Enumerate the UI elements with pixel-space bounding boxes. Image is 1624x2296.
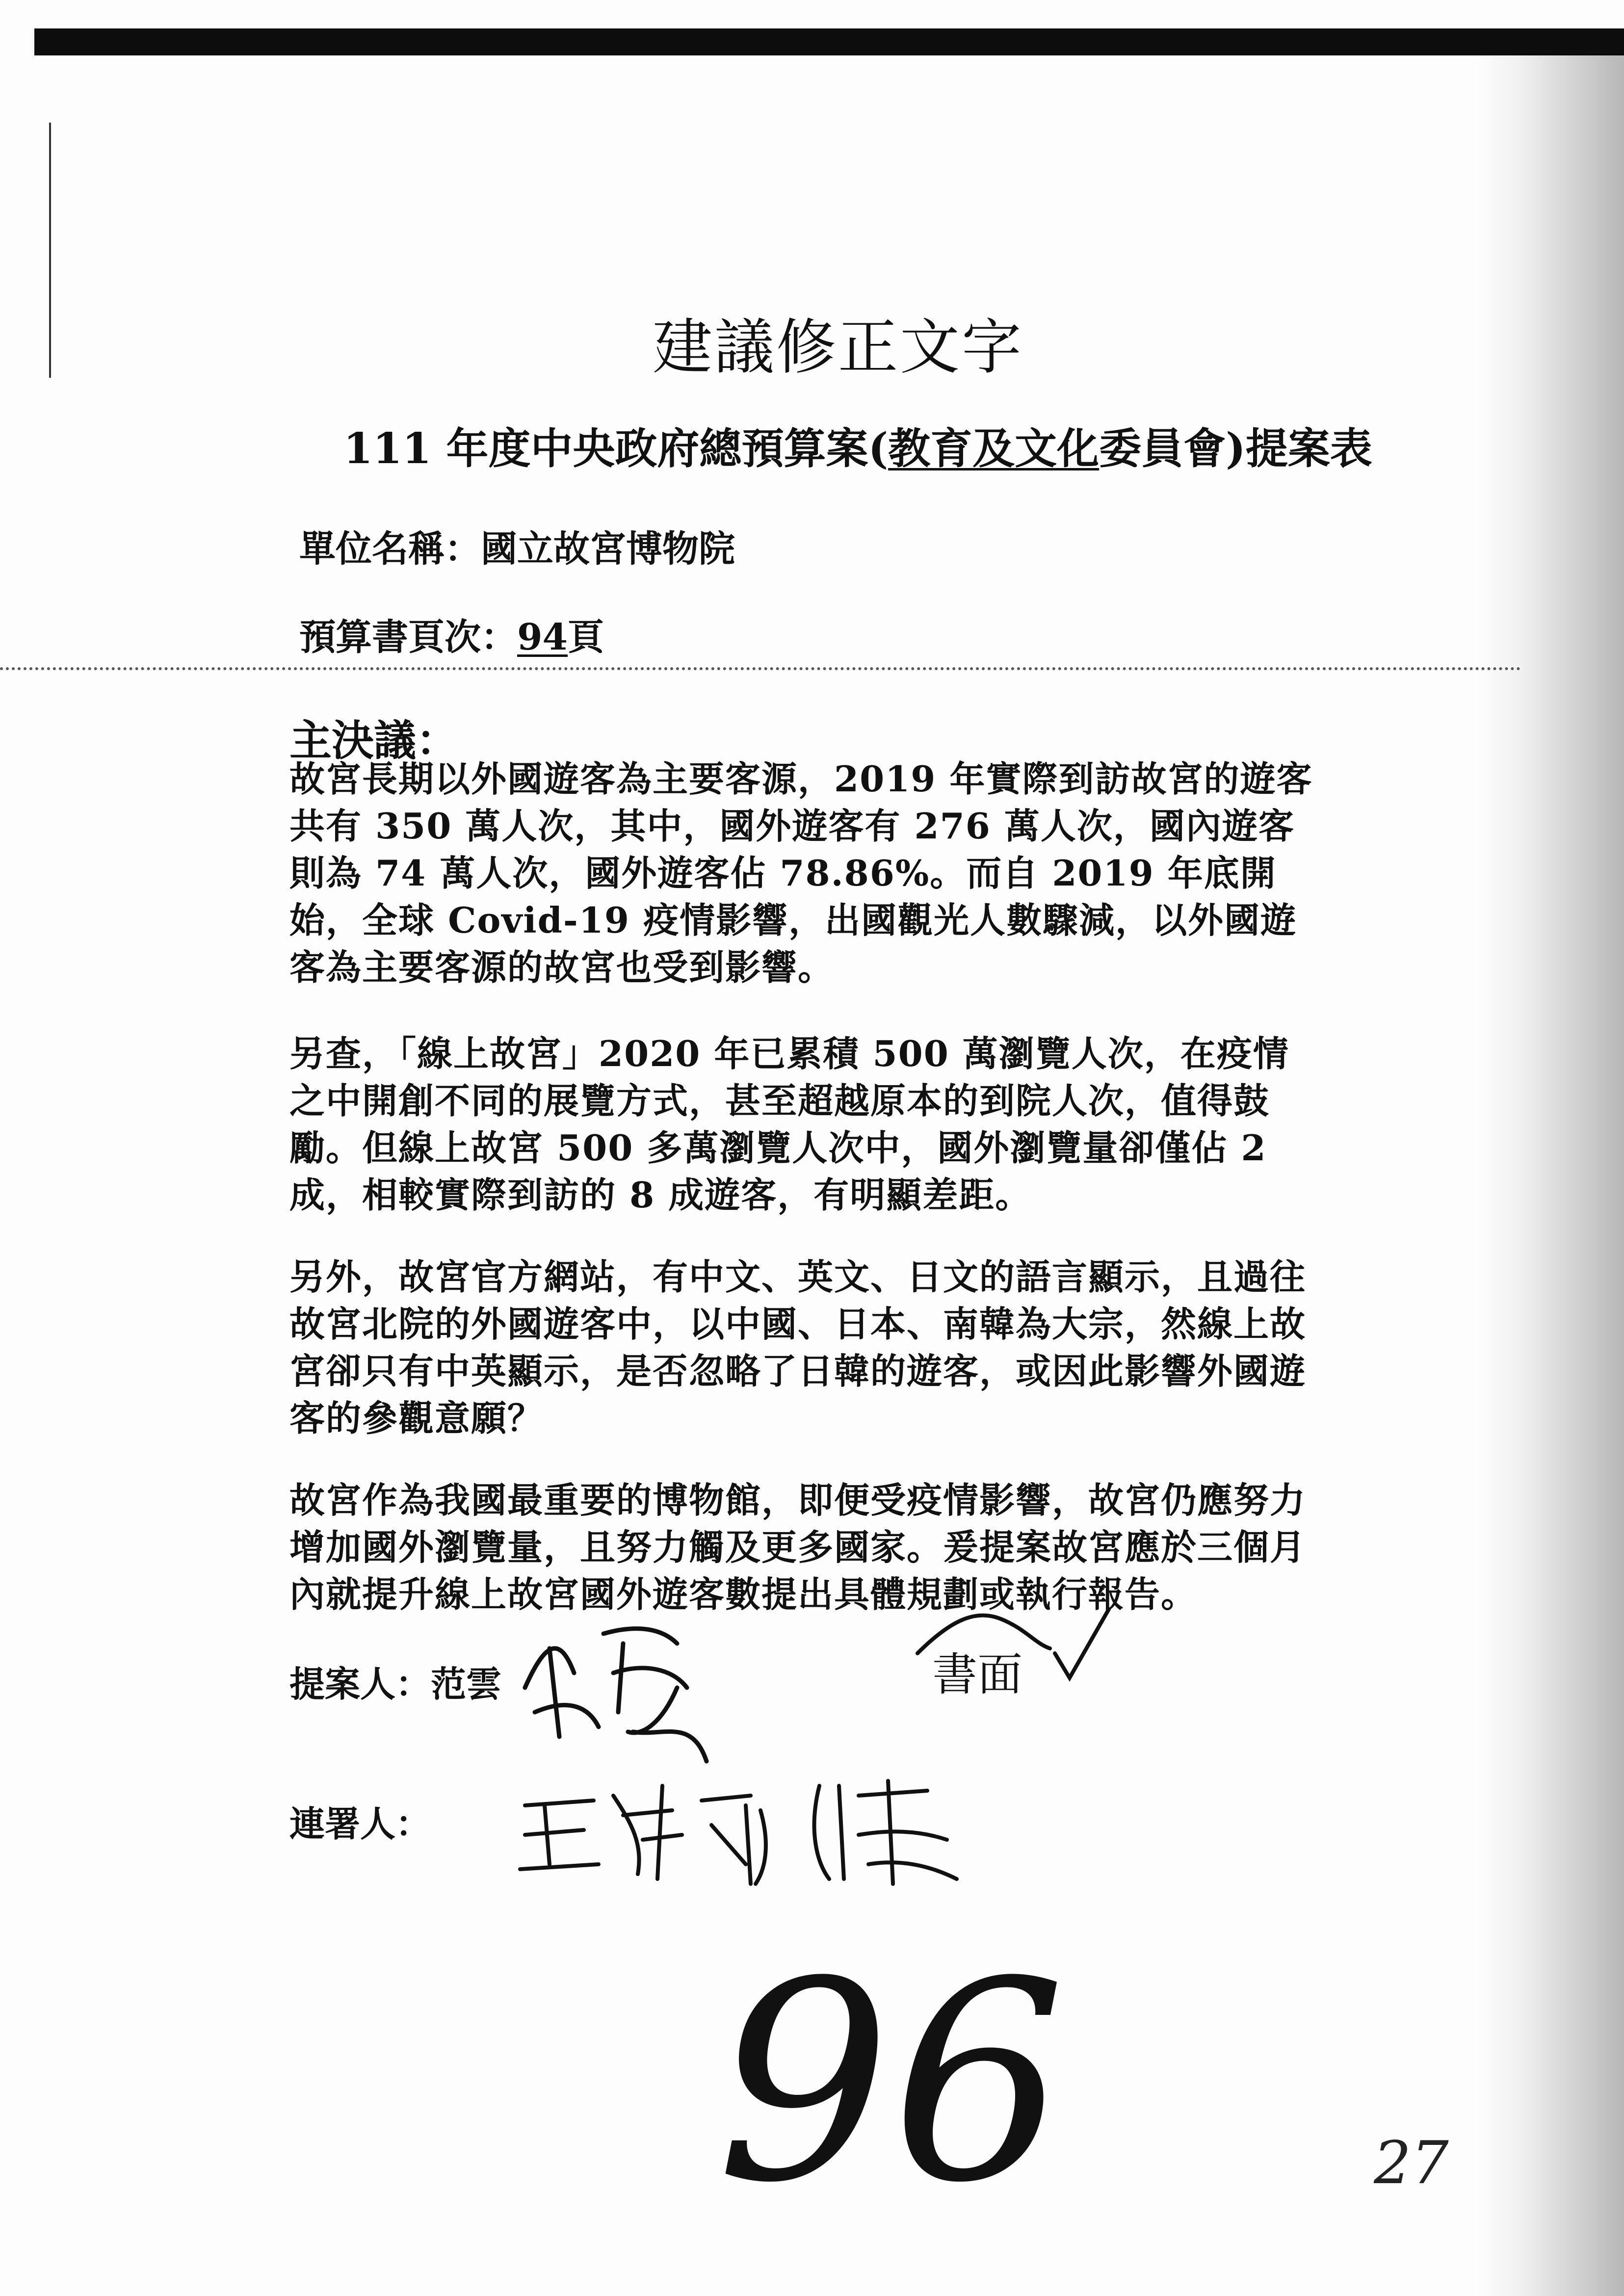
- handwritten-note: 書面: [932, 1648, 1023, 1701]
- resolution-paragraph-2: 另查，「線上故宮」2020 年已累積 500 萬瀏覽人次，在疫情之中開創不同的展覽方式，甚至超越原本的到院人次，值得鼓勵。但線上故宮 500 多萬瀏覽人次中，國外瀏覽量卻僅佔 2 成，相較實際到訪的 8 成遊客，有明顯差距。: [289, 1033, 1289, 1216]
- resolution-paragraph-3: 另外，故宮官方網站，有中文、英文、日文的語言顯示，且過往故宮北院的外國遊客中，以中國、日本、南韓為大宗，然線上故宮卻只有中英顯示，是否忽略了日韓的遊客，或因此影響外國遊客的參觀意願？: [289, 1256, 1307, 1439]
- budget-page-value: 94: [517, 616, 568, 658]
- scan-left-mark: [49, 123, 51, 378]
- scan-top-bar: [34, 28, 1624, 55]
- unit-name-label: 單位名稱：: [299, 528, 481, 570]
- resolution-heading: 主決議：: [289, 716, 458, 765]
- proposer-signature: [515, 1614, 721, 1776]
- form-title-prefix: 111 年度中央政府總預算案(: [343, 424, 889, 473]
- cosigner-label: 連署人：: [289, 1803, 431, 1845]
- budget-page-row: [299, 608, 604, 660]
- budget-page-unit: 頁: [567, 616, 604, 658]
- proposer-name: 范雲: [431, 1663, 502, 1705]
- form-title-committee: 教育及文化: [888, 424, 1100, 473]
- unit-name-value: 國立故宮博物院: [481, 528, 735, 570]
- proposer-label: 提案人：: [289, 1663, 431, 1705]
- form-title-suffix: 委員會)提案表: [1099, 424, 1372, 473]
- resolution-paragraph-4: 故宮作為我國最重要的博物館，即便受疫情影響，故宮仍應努力增加國外瀏覽量，且努力觸及更多國家。爰提案故宮應於三個月內就提升線上故宮國外遊客數提出具體規劃或執行報告。: [289, 1479, 1307, 1615]
- perforation-line: [0, 667, 1521, 670]
- cosigner-signatures: [515, 1766, 971, 1894]
- handwritten-title: 建議修正文字: [653, 313, 1023, 382]
- handwritten-page-number: 96: [716, 1923, 1066, 2243]
- scan-edge-shadow: [1477, 54, 1624, 2296]
- unit-name-row: [299, 520, 735, 572]
- resolution-paragraph-1: 故宮長期以外國遊客為主要客源，2019 年實際到訪故宮的遊客共有 350 萬人次，其中，國外遊客有 276 萬人次，國內遊客則為 74 萬人次，國外遊客佔 78.86%。而自 2019 年底開始，全球 Covid-19 疫情影響，出國觀光人數驟減，以外國遊客為主要客源的故宮也受到影響。: [289, 758, 1313, 988]
- budget-page-label: 預算書頁次：: [299, 616, 517, 658]
- checkmark-icon: [908, 1599, 1114, 1697]
- corner-page-mark: 27: [1374, 2129, 1449, 2197]
- cosigner-row: [289, 1796, 431, 1847]
- proposer-row: [289, 1656, 501, 1707]
- form-title: [343, 415, 1372, 475]
